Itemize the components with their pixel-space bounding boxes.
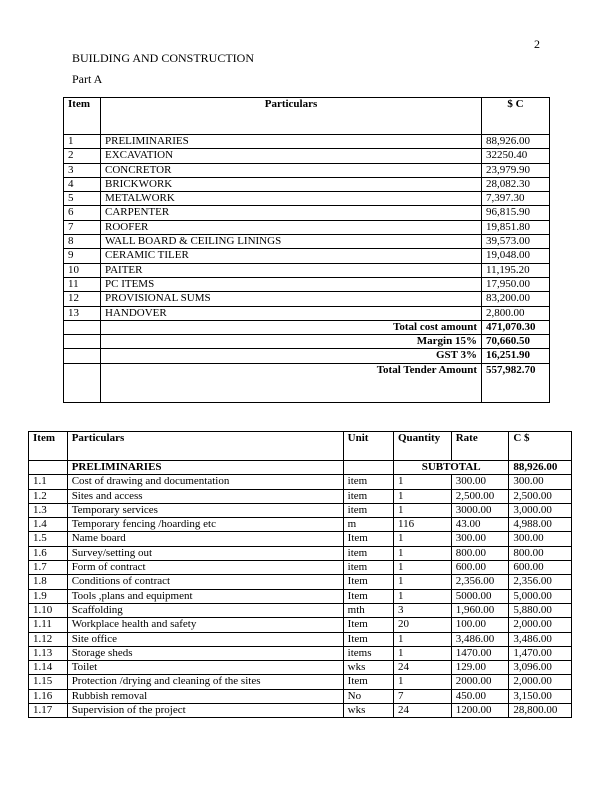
detail-item-rate: 129.00 <box>451 661 509 675</box>
summary-row <box>64 135 550 149</box>
summary-item-amount: 39,573.00 <box>482 235 550 249</box>
detail-header-item: Item <box>29 432 68 461</box>
detail-item-amount: 300.00 <box>509 475 572 489</box>
summary-item-particulars: CARPENTER <box>101 206 482 220</box>
summary-item-number: 6 <box>64 206 101 220</box>
detail-header-quantity: Quantity <box>393 432 451 461</box>
detail-item-rate: 5000.00 <box>451 589 509 603</box>
summary-item-amount: 83,200.00 <box>482 292 550 306</box>
detail-item-quantity: 20 <box>393 618 451 632</box>
detail-item-unit: Item <box>343 532 393 546</box>
detail-item-number: 1.15 <box>29 675 68 689</box>
summary-item-amount: 23,979.90 <box>482 163 550 177</box>
detail-item-particulars: Scaffolding <box>67 603 343 617</box>
detail-item-rate: 600.00 <box>451 561 509 575</box>
summary-row <box>64 292 550 306</box>
detail-item-unit: item <box>343 561 393 575</box>
summary-item-particulars: BRICKWORK <box>101 177 482 191</box>
summary-item-amount: 19,851.80 <box>482 220 550 234</box>
summary-item-number: 13 <box>64 306 101 320</box>
detail-item-quantity: 1 <box>393 675 451 689</box>
detail-item-rate: 450.00 <box>451 689 509 703</box>
summary-row <box>64 220 550 234</box>
detail-item-quantity: 1 <box>393 489 451 503</box>
summary-item-particulars: WALL BOARD & CEILING LININGS <box>101 235 482 249</box>
detail-header-amount: C $ <box>509 432 572 461</box>
detail-item-number: 1.6 <box>29 546 68 560</box>
summary-row <box>64 177 550 191</box>
summary-item-number: 10 <box>64 263 101 277</box>
summary-item-particulars: CERAMIC TILER <box>101 249 482 263</box>
detail-item-particulars: Sites and access <box>67 489 343 503</box>
detail-item-unit: item <box>343 546 393 560</box>
detail-item-rate: 100.00 <box>451 618 509 632</box>
detail-item-rate: 2,500.00 <box>451 489 509 503</box>
detail-item-amount: 5,000.00 <box>509 589 572 603</box>
summary-item-number: 4 <box>64 177 101 191</box>
detail-item-particulars: Workplace health and safety <box>67 618 343 632</box>
summary-header-row <box>64 98 550 135</box>
detail-item-number: 1.16 <box>29 689 68 703</box>
detail-item-amount: 3,150.00 <box>509 689 572 703</box>
detail-item-particulars: Temporary services <box>67 503 343 517</box>
detail-item-unit: item <box>343 475 393 489</box>
detail-item-number: 1.13 <box>29 646 68 660</box>
summary-row <box>64 263 550 277</box>
detail-item-particulars: Cost of drawing and documentation <box>67 475 343 489</box>
detail-item-unit: item <box>343 503 393 517</box>
detail-item-amount: 28,800.00 <box>509 704 572 718</box>
detail-row <box>29 503 572 517</box>
summary-item-particulars: HANDOVER <box>101 306 482 320</box>
detail-item-number: 1.9 <box>29 589 68 603</box>
summary-total-label: Margin 15% <box>101 335 482 349</box>
summary-total-value: 70,660.50 <box>482 335 550 349</box>
detail-item-unit: item <box>343 489 393 503</box>
detail-row <box>29 632 572 646</box>
detail-item-unit: Item <box>343 632 393 646</box>
detail-table <box>28 431 572 718</box>
detail-item-quantity: 7 <box>393 689 451 703</box>
detail-row <box>29 489 572 503</box>
summary-row <box>64 277 550 291</box>
summary-row <box>64 235 550 249</box>
detail-item-amount: 3,096.00 <box>509 661 572 675</box>
detail-row <box>29 675 572 689</box>
detail-item-rate: 800.00 <box>451 546 509 560</box>
detail-section-blank <box>29 461 68 475</box>
detail-item-number: 1.12 <box>29 632 68 646</box>
detail-item-number: 1.7 <box>29 561 68 575</box>
summary-item-amount: 2,800.00 <box>482 306 550 320</box>
detail-item-particulars: Protection /drying and cleaning of the sites <box>67 675 343 689</box>
detail-item-number: 1.8 <box>29 575 68 589</box>
detail-subtotal-label: SUBTOTAL <box>393 461 508 475</box>
summary-item-amount: 88,926.00 <box>482 135 550 149</box>
detail-item-rate: 300.00 <box>451 475 509 489</box>
summary-row <box>64 249 550 263</box>
detail-row <box>29 589 572 603</box>
detail-item-particulars: Survey/setting out <box>67 546 343 560</box>
summary-item-number: 3 <box>64 163 101 177</box>
summary-total-value: 16,251.90 <box>482 349 550 363</box>
detail-item-rate: 300.00 <box>451 532 509 546</box>
detail-item-particulars: Form of contract <box>67 561 343 575</box>
detail-item-number: 1.2 <box>29 489 68 503</box>
detail-section-blank-unit <box>343 461 393 475</box>
detail-header-row <box>29 432 572 461</box>
detail-section-title: PRELIMINARIES <box>67 461 343 475</box>
detail-item-particulars: Name board <box>67 532 343 546</box>
detail-item-number: 1.11 <box>29 618 68 632</box>
summary-total-row <box>64 335 550 349</box>
detail-item-number: 1.14 <box>29 661 68 675</box>
detail-item-quantity: 1 <box>393 632 451 646</box>
detail-item-amount: 4,988.00 <box>509 518 572 532</box>
summary-total-label: Total cost amount <box>101 320 482 334</box>
detail-item-particulars: Conditions of contract <box>67 575 343 589</box>
detail-item-number: 1.1 <box>29 475 68 489</box>
detail-item-number: 1.4 <box>29 518 68 532</box>
detail-item-quantity: 1 <box>393 589 451 603</box>
detail-item-particulars: Toilet <box>67 661 343 675</box>
summary-total-row <box>64 363 550 402</box>
detail-item-particulars: Rubbish removal <box>67 689 343 703</box>
part-label: Part A <box>72 72 103 86</box>
detail-item-unit: Item <box>343 589 393 603</box>
detail-item-amount: 2,000.00 <box>509 675 572 689</box>
detail-item-unit: No <box>343 689 393 703</box>
detail-item-quantity: 116 <box>393 518 451 532</box>
summary-item-amount: 32250.40 <box>482 149 550 163</box>
summary-item-particulars: EXCAVATION <box>101 149 482 163</box>
detail-row <box>29 575 572 589</box>
detail-item-particulars: Storage sheds <box>67 646 343 660</box>
summary-total-value: 557,982.70 <box>482 363 550 402</box>
summary-item-number: 11 <box>64 277 101 291</box>
detail-item-unit: items <box>343 646 393 660</box>
detail-item-amount: 800.00 <box>509 546 572 560</box>
detail-item-rate: 2,356.00 <box>451 575 509 589</box>
document-heading: BUILDING AND CONSTRUCTION <box>72 51 254 65</box>
detail-item-rate: 3,486.00 <box>451 632 509 646</box>
detail-item-number: 1.10 <box>29 603 68 617</box>
summary-item-number: 9 <box>64 249 101 263</box>
summary-body <box>64 135 550 321</box>
detail-item-unit: Item <box>343 575 393 589</box>
detail-item-quantity: 1 <box>393 475 451 489</box>
summary-total-blank <box>64 349 101 363</box>
summary-item-amount: 7,397.30 <box>482 192 550 206</box>
detail-item-number: 1.3 <box>29 503 68 517</box>
summary-total-blank <box>64 335 101 349</box>
summary-item-particulars: PAITER <box>101 263 482 277</box>
detail-item-amount: 3,486.00 <box>509 632 572 646</box>
detail-item-amount: 2,356.00 <box>509 575 572 589</box>
detail-item-unit: Item <box>343 675 393 689</box>
summary-item-particulars: ROOFER <box>101 220 482 234</box>
page-number: 2 <box>534 37 540 51</box>
detail-item-unit: m <box>343 518 393 532</box>
detail-item-quantity: 1 <box>393 503 451 517</box>
summary-header-item: Item <box>64 98 101 135</box>
detail-row <box>29 603 572 617</box>
detail-item-number: 1.17 <box>29 704 68 718</box>
summary-header-particulars: Particulars <box>101 98 482 135</box>
detail-item-amount: 600.00 <box>509 561 572 575</box>
detail-item-quantity: 1 <box>393 546 451 560</box>
summary-item-amount: 11,195.20 <box>482 263 550 277</box>
detail-item-amount: 2,500.00 <box>509 489 572 503</box>
detail-body <box>29 475 572 718</box>
summary-item-number: 5 <box>64 192 101 206</box>
detail-item-rate: 43.00 <box>451 518 509 532</box>
summary-item-number: 2 <box>64 149 101 163</box>
summary-item-particulars: CONCRETOR <box>101 163 482 177</box>
summary-row <box>64 149 550 163</box>
detail-item-amount: 1,470.00 <box>509 646 572 660</box>
summary-item-number: 7 <box>64 220 101 234</box>
summary-total-label: Total Tender Amount <box>101 363 482 402</box>
detail-item-amount: 5,880.00 <box>509 603 572 617</box>
summary-table <box>63 97 550 403</box>
summary-total-row <box>64 349 550 363</box>
detail-header-unit: Unit <box>343 432 393 461</box>
detail-item-amount: 3,000.00 <box>509 503 572 517</box>
detail-row <box>29 561 572 575</box>
detail-item-rate: 2000.00 <box>451 675 509 689</box>
detail-item-rate: 3000.00 <box>451 503 509 517</box>
summary-total-blank <box>64 363 101 402</box>
summary-item-particulars: PRELIMINARIES <box>101 135 482 149</box>
detail-item-quantity: 24 <box>393 661 451 675</box>
detail-header-rate: Rate <box>451 432 509 461</box>
detail-item-unit: Item <box>343 618 393 632</box>
summary-item-amount: 28,082.30 <box>482 177 550 191</box>
detail-item-amount: 300.00 <box>509 532 572 546</box>
detail-item-unit: wks <box>343 704 393 718</box>
detail-item-particulars: Supervision of the project <box>67 704 343 718</box>
detail-item-number: 1.5 <box>29 532 68 546</box>
detail-item-particulars: Temporary fencing /hoarding etc <box>67 518 343 532</box>
detail-item-particulars: Site office <box>67 632 343 646</box>
summary-total-blank <box>64 320 101 334</box>
summary-item-number: 8 <box>64 235 101 249</box>
detail-item-quantity: 1 <box>393 532 451 546</box>
detail-row <box>29 518 572 532</box>
summary-item-amount: 96,815.90 <box>482 206 550 220</box>
summary-total-value: 471,070.30 <box>482 320 550 334</box>
detail-row <box>29 646 572 660</box>
summary-row <box>64 306 550 320</box>
detail-item-unit: wks <box>343 661 393 675</box>
detail-section-row <box>29 461 572 475</box>
detail-item-rate: 1,960.00 <box>451 603 509 617</box>
summary-item-amount: 19,048.00 <box>482 249 550 263</box>
summary-totals <box>64 320 550 402</box>
detail-item-rate: 1200.00 <box>451 704 509 718</box>
detail-item-unit: mth <box>343 603 393 617</box>
detail-item-rate: 1470.00 <box>451 646 509 660</box>
detail-subtotal-value: 88,926.00 <box>509 461 572 475</box>
detail-row <box>29 618 572 632</box>
detail-item-quantity: 1 <box>393 561 451 575</box>
summary-item-particulars: PC ITEMS <box>101 277 482 291</box>
summary-item-number: 12 <box>64 292 101 306</box>
detail-row <box>29 532 572 546</box>
detail-row <box>29 689 572 703</box>
detail-row <box>29 661 572 675</box>
detail-item-quantity: 1 <box>393 575 451 589</box>
summary-item-particulars: METALWORK <box>101 192 482 206</box>
summary-item-amount: 17,950.00 <box>482 277 550 291</box>
detail-row <box>29 475 572 489</box>
detail-item-quantity: 3 <box>393 603 451 617</box>
summary-header-amount: $ C <box>482 98 550 135</box>
summary-total-label: GST 3% <box>101 349 482 363</box>
detail-row <box>29 546 572 560</box>
detail-item-quantity: 24 <box>393 704 451 718</box>
summary-item-particulars: PROVISIONAL SUMS <box>101 292 482 306</box>
summary-total-row <box>64 320 550 334</box>
detail-item-amount: 2,000.00 <box>509 618 572 632</box>
summary-row <box>64 163 550 177</box>
summary-item-number: 1 <box>64 135 101 149</box>
summary-row <box>64 206 550 220</box>
detail-header-particulars: Particulars <box>67 432 343 461</box>
detail-item-quantity: 1 <box>393 646 451 660</box>
summary-row <box>64 192 550 206</box>
detail-row <box>29 704 572 718</box>
detail-item-particulars: Tools ,plans and equipment <box>67 589 343 603</box>
